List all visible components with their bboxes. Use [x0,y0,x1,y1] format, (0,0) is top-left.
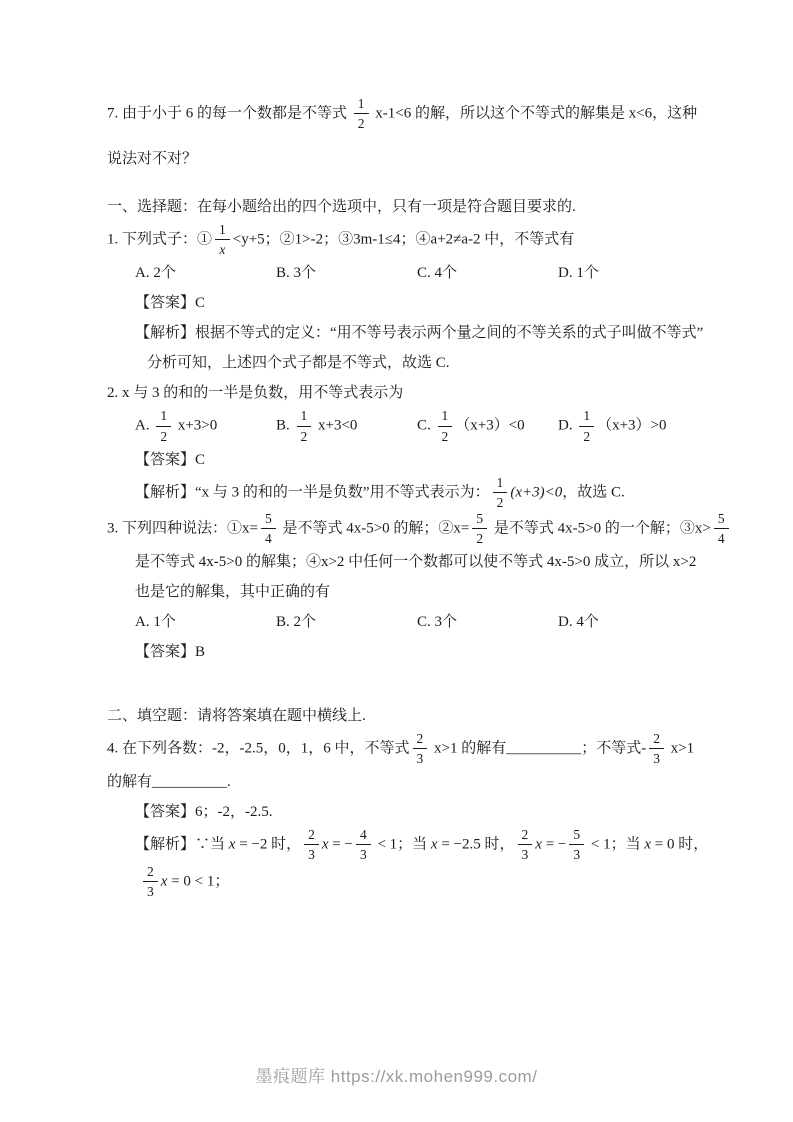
fraction-numerator: 2 [518,826,533,845]
fraction [714,510,729,546]
question-2-stem [107,378,699,408]
math-variable-run: x [228,836,236,853]
text-run: 【答案】6；-2，-2.5. [135,804,273,821]
text-run: = 0 < 1； [167,873,230,890]
text-run: 是不等式 4x-5>0 的解；②x= [278,520,470,537]
text-run: （x+3）>0 [597,417,667,434]
question-3-stem-line-1 [107,510,725,547]
question-1-analysis-line-2 [147,348,699,378]
text-run: 【答案】B [135,644,206,661]
question-2-answer [135,445,699,475]
fraction-denominator: 3 [653,751,660,767]
question-1-answer [135,288,699,318]
fraction [261,510,276,546]
text-run: B. 3个 [276,265,317,282]
text-run: = − [328,836,353,853]
fraction-denominator: 2 [357,116,365,132]
fraction [143,863,158,899]
text-run: 【解析】“x 与 3 的和的一半是负数”用不等式表示为： [135,484,490,501]
fraction [215,221,230,257]
fraction-denominator: 4 [264,530,272,546]
fraction [518,826,533,862]
text-run: D. 4个 [558,614,599,631]
text-run: 是不等式 4x-5>0 的一个解；③x> [490,520,711,537]
fraction-denominator: 4 [717,530,725,546]
fraction-denominator: 3 [147,883,154,899]
option-a [135,408,276,444]
question-7-line-2 [107,144,699,174]
question-2-analysis [135,475,699,511]
text-run: 2. x 与 3 的和的一半是负数，用不等式表示为 [107,385,404,402]
page-footer [0,1062,793,1087]
fraction-numerator: 5 [261,510,276,529]
option-b [276,607,417,637]
section-heading-fill [107,701,699,731]
option-d [558,408,699,444]
option-c [417,607,558,637]
text-run: 【答案】C [135,451,206,468]
text-run: < 1；当 [587,836,645,853]
text-run: C. [417,417,435,434]
option-b [276,258,417,288]
fraction-denominator: 2 [160,428,168,444]
question-4-analysis-line-2 [140,864,699,900]
question-1-stem [107,222,699,258]
fraction-numerator: 1 [579,407,594,426]
text-run: 1. 下列式子：① [107,231,213,248]
fraction [156,407,171,443]
question-3-options [135,607,699,637]
question-3-stem-line-3 [135,577,699,607]
fraction-numerator: 5 [569,826,584,845]
math-variable-run: x [160,873,168,890]
fraction [413,730,428,766]
text-run: 4. 在下列各数：-2，-2.5，0，1，6 中，不等式 [107,740,410,757]
fraction [649,730,664,766]
fraction-numerator: 2 [304,826,319,845]
text-run: A. 2个 [135,265,176,282]
fraction-numerator: 1 [438,407,453,426]
fraction-numerator: 2 [413,730,428,749]
text-run: C. 4个 [417,265,458,282]
fraction [354,95,369,131]
math-variable-run: x [430,836,438,853]
text-run: ，故选 C. [562,484,625,501]
text-run: x>1 的解有__________；不等式- [430,740,647,757]
text-run: = − [541,836,567,853]
fraction-numerator: 2 [143,863,158,882]
text-run: x+3<0 [314,417,358,434]
fraction-numerator: 1 [156,407,171,426]
footer-watermark-text: 墨痕题库 https://xk.mohen999.com/ [255,1067,538,1086]
text-run: 7. 由于小于 6 的每一个数都是不等式 [107,105,351,122]
section-heading-choice [107,192,699,222]
fraction-numerator: 4 [356,826,371,845]
document-content [107,96,725,900]
text-run: B. 2个 [276,614,317,631]
text-run: 说法对不对？ [107,151,198,168]
option-d [558,607,699,637]
option-a [135,258,276,288]
text-run: 【解析】∵当 [135,836,229,853]
text-run: D. [558,417,577,434]
fraction-numerator: 2 [649,730,664,749]
text-run: 的解有__________. [107,774,231,791]
option-a [135,607,276,637]
text-run: = −2.5 时， [437,836,515,853]
text-run: （x+3）<0 [455,417,525,434]
text-run: 二、填空题：请将答案填在题中横线上. [107,708,366,725]
question-4-stem-line-2 [107,767,699,797]
fraction [493,474,508,510]
fraction-denominator: 3 [416,751,424,767]
question-4-analysis-line-1 [135,827,709,863]
math-variable-run: x [644,836,651,853]
text-run: = −2 时， [235,836,302,853]
fraction-denominator: 3 [359,847,367,863]
option-b [276,408,417,444]
question-1-analysis-line-1 [135,318,704,348]
text-run: 【答案】C [135,295,206,312]
fraction-denominator: 2 [476,530,484,546]
question-7-line-1 [107,96,699,132]
text-run: <y+5；②1>-2；③3m-1≤4；④a+2≠a-2 中，不等式有 [232,231,575,248]
text-run: x+3>0 [174,417,218,434]
text-run: 分析可知，上述四个式子都是不等式，故选 C. [147,355,450,372]
question-2-options [135,408,699,444]
fraction-denominator: 3 [308,847,315,863]
text-run: 【解析】根据不等式的定义：“用不等号表示两个量之间的不等关系的式子叫做不等式” [135,325,704,342]
fraction-numerator: 5 [714,510,729,529]
question-3-stem-line-2 [135,547,699,577]
text-run: B. [276,417,294,434]
fraction [569,826,584,862]
math-variable-run: x [321,836,329,853]
text-run: A. 1个 [135,614,176,631]
text-run: 3. 下列四种说法：①x= [107,520,258,537]
math-variable-run: (x+3)<0 [510,484,563,501]
text-run: 是不等式 4x-5>0 的解集；④x>2 中任何一个数都可以使不等式 4x-5>0 成立，所以 x>2 [135,554,697,571]
fraction [297,407,312,443]
text-run: D. 1个 [558,265,599,282]
fraction-denominator: 3 [573,847,581,863]
option-c [417,408,558,444]
question-4-stem-line-1 [107,731,699,767]
text-run: = 0 时， [651,836,709,853]
text-run: < 1；当 [373,836,431,853]
math-variable-run: x [535,836,542,853]
fraction-denominator: 2 [583,428,591,444]
fraction-denominator: 2 [496,494,504,510]
fraction-denominator: 2 [300,428,308,444]
fraction-denominator: 2 [441,428,449,444]
fraction-numerator: 1 [297,407,312,426]
fraction-denominator: 3 [521,847,529,863]
fraction [304,826,319,862]
fraction-numerator: 1 [493,474,508,493]
text-run: A. [135,417,154,434]
fraction-numerator: 1 [215,221,230,240]
question-3-answer [135,637,699,667]
question-1-options [135,258,699,288]
fraction-numerator: 5 [472,510,487,529]
text-run: 也是它的解集，其中正确的有 [135,584,331,601]
text-run: C. 3个 [417,614,458,631]
fraction [356,826,371,862]
option-c [417,258,558,288]
fraction-numerator: 1 [354,95,369,114]
text-run: 一、选择题：在每小题给出的四个选项中，只有一项是符合题目要求的. [107,199,576,216]
fraction [472,510,487,546]
fraction [438,407,453,443]
fraction-denominator: x [219,242,226,258]
option-d [558,258,699,288]
text-run: x>1 [666,740,695,757]
question-4-answer [135,797,699,827]
fraction [579,407,594,443]
text-run: x-1<6 的解，所以这个不等式的解集是 x<6，这种 [371,105,698,122]
